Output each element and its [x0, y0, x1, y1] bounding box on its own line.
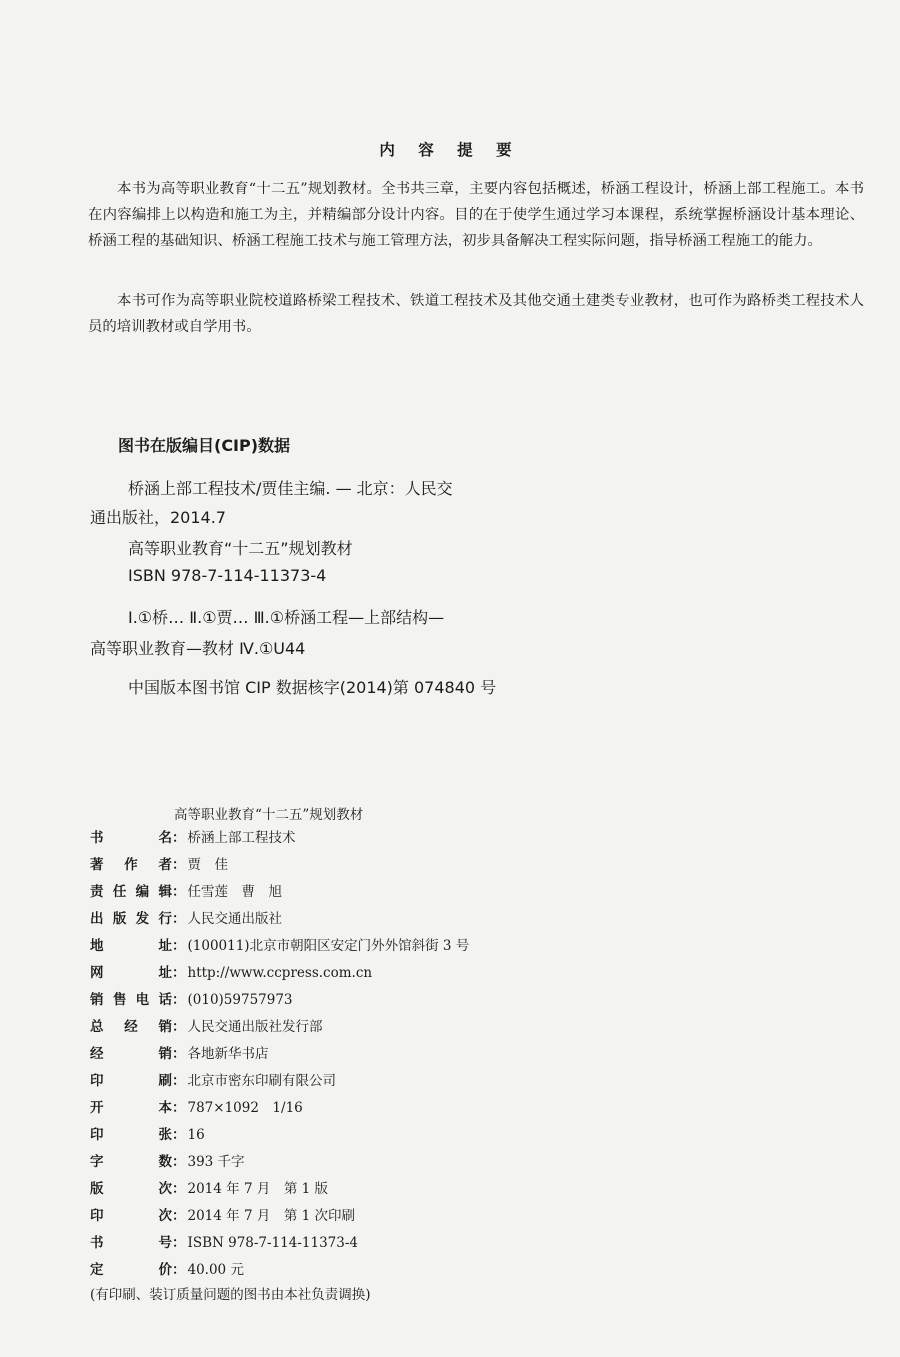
imprint-value: http://www.ccpress.com.cn	[187, 965, 373, 981]
imprint-colon: ：	[172, 1073, 186, 1089]
imprint-value: ISBN 978-7-114-11373-4	[187, 1235, 359, 1251]
imprint-colon: ：	[172, 857, 186, 873]
imprint-label: 定 价	[90, 1262, 172, 1278]
imprint-value: 393 千字	[187, 1154, 245, 1170]
summary-paragraph: 本书为高等职业教育“十二五”规划教材。全书共三章，主要内容包括概述，桥涵工程设计，桥涵上部工程施工。本书在内容编排上以构造和施工为主，并精编部分设计内容。目的在于使学生通过学习本课程，系统掌握桥涵设计基本理论、桥涵工程的基础知识、桥涵工程施工技术与施工管理方法，初步具备解决工程实际问题，指导桥涵工程施工的能力。	[88, 181, 864, 249]
imprint-row	[90, 825, 296, 852]
imprint-colon: ：	[172, 1208, 186, 1224]
imprint-value: 787×1092 1/16	[187, 1100, 303, 1116]
imprint-row	[90, 1230, 358, 1257]
imprint-label: 网 址	[90, 965, 172, 981]
imprint-label: 版 次	[90, 1181, 172, 1197]
imprint-value: 2014 年 7 月 第 1 版	[187, 1181, 328, 1197]
imprint-row	[90, 1041, 269, 1068]
imprint-label: 责 任 编 辑	[90, 884, 172, 900]
imprint-label: 著 作 者	[90, 857, 172, 873]
imprint-colon: ：	[172, 1235, 186, 1251]
cip-line: 高等职业教育—教材 Ⅳ.①U44	[90, 639, 306, 658]
imprint-value: 桥涵上部工程技术	[187, 830, 296, 846]
cip-line: 桥涵上部工程技术/贾佳主编. — 北京：人民交	[128, 479, 453, 498]
imprint-label: 总 经 销	[90, 1019, 172, 1035]
imprint-label: 开 本	[90, 1100, 172, 1116]
imprint-label: 印 次	[90, 1208, 172, 1224]
imprint-row	[90, 1095, 303, 1122]
cip-line: 中国版本图书馆 CIP 数据核字(2014)第 074840 号	[128, 678, 497, 697]
imprint-row	[90, 879, 282, 906]
imprint-value: (100011)北京市朝阳区安定门外外馆斜街 3 号	[187, 938, 470, 954]
imprint-row	[90, 1203, 355, 1230]
quality-note: (有印刷、装订质量问题的图书由本社负责调换)	[90, 1287, 371, 1303]
imprint-colon: ：	[172, 1262, 186, 1278]
imprint-colon: ：	[172, 1100, 186, 1116]
imprint-colon: ：	[172, 884, 186, 900]
imprint-series: 高等职业教育“十二五”规划教材	[174, 807, 364, 823]
imprint-colon: ：	[172, 830, 186, 846]
imprint-row	[90, 852, 228, 879]
cip-line: 高等职业教育“十二五”规划教材	[128, 539, 353, 558]
summary-heading: 内 容 提 要	[379, 141, 521, 159]
imprint-label: 地 址	[90, 938, 172, 954]
imprint-value: 2014 年 7 月 第 1 次印刷	[187, 1208, 355, 1224]
imprint-row	[90, 1068, 336, 1095]
imprint-value: 人民交通出版社	[187, 911, 282, 927]
imprint-colon: ：	[172, 992, 186, 1008]
imprint-colon: ：	[172, 1019, 186, 1035]
imprint-colon: ：	[172, 1181, 186, 1197]
imprint-row	[90, 1014, 323, 1041]
imprint-label: 销 售 电 话	[90, 992, 172, 1008]
imprint-colon: ：	[172, 965, 186, 981]
imprint-label: 书 名	[90, 830, 172, 846]
imprint-colon: ：	[172, 911, 186, 927]
imprint-label: 出 版 发 行	[90, 911, 172, 927]
imprint-colon: ：	[172, 1127, 186, 1143]
imprint-colon: ：	[172, 938, 186, 954]
imprint-row	[90, 1122, 205, 1149]
imprint-value: 贾 佳	[187, 857, 228, 873]
imprint-row	[90, 987, 293, 1014]
imprint-value: 40.00 元	[187, 1262, 244, 1278]
imprint-value: 各地新华书店	[187, 1046, 269, 1062]
imprint-label: 书 号	[90, 1235, 172, 1251]
cip-line: Ⅰ.①桥… Ⅱ.①贾… Ⅲ.①桥涵工程—上部结构—	[128, 608, 445, 627]
imprint-value: 任雪莲 曹 旭	[187, 884, 282, 900]
imprint-label: 印 张	[90, 1127, 172, 1143]
imprint-label: 印 刷	[90, 1073, 172, 1089]
imprint-colon: ：	[172, 1046, 186, 1062]
imprint-row	[90, 933, 469, 960]
cip-line: 通出版社，2014.7	[90, 508, 226, 527]
imprint-row	[90, 1176, 328, 1203]
imprint-row	[90, 1149, 245, 1176]
imprint-value: (010)59757973	[187, 992, 293, 1008]
imprint-value: 北京市密东印刷有限公司	[187, 1073, 336, 1089]
imprint-row	[90, 960, 372, 987]
imprint-row	[90, 906, 282, 933]
imprint-value: 16	[187, 1127, 205, 1143]
imprint-value: 人民交通出版社发行部	[187, 1019, 323, 1035]
imprint-label: 字 数	[90, 1154, 172, 1170]
imprint-label: 经 销	[90, 1046, 172, 1062]
cip-line: ISBN 978-7-114-11373-4	[128, 566, 327, 585]
summary-paragraph: 本书可作为高等职业院校道路桥梁工程技术、铁道工程技术及其他交通土建类专业教材，也可作为路桥类工程技术人员的培训教材或自学用书。	[88, 293, 864, 335]
cip-heading: 图书在版编目(CIP)数据	[118, 436, 291, 455]
imprint-colon: ：	[172, 1154, 186, 1170]
imprint-row	[90, 1257, 244, 1284]
